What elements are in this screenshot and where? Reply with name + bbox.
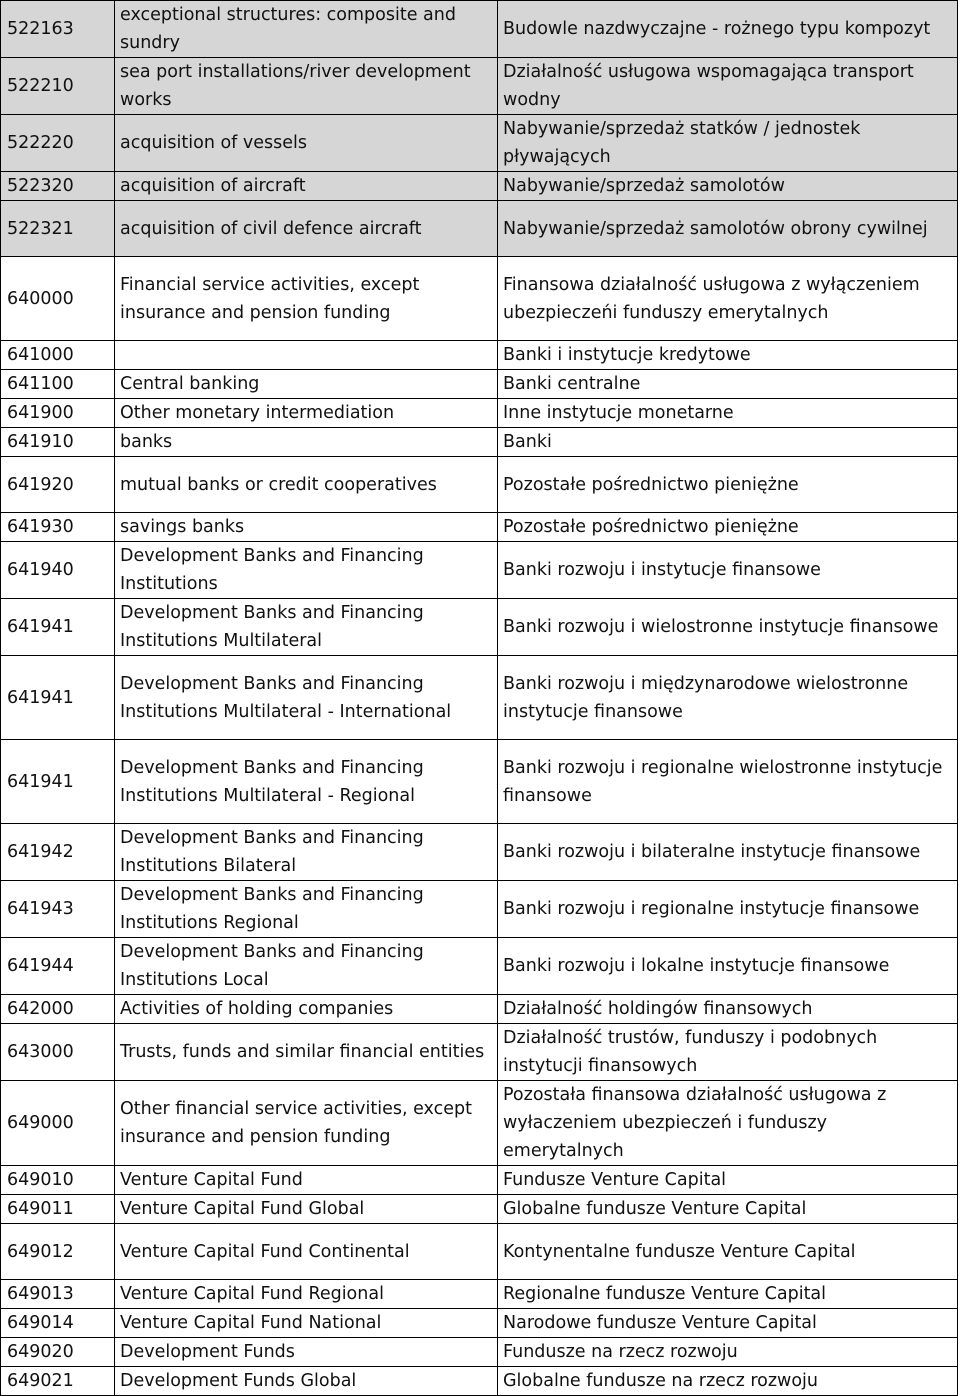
code-cell: 641941 [1,656,115,740]
english-description-cell: Development Banks and Financing Institutions Regional [115,881,498,938]
table-row [1,1367,958,1396]
table-row [1,1280,958,1309]
english-description-cell: Development Banks and Financing Institutions Multilateral [115,599,498,656]
code-cell: 649012 [1,1224,115,1280]
polish-description-cell: Pozostała finansowa działalność usługowa z wyłaczeniem ubezpieczeń i funduszy emerytalnych [498,1081,958,1166]
polish-description-cell: Kontynentalne fundusze Venture Capital [498,1224,958,1280]
english-description-cell: exceptional structures: composite and sundry [115,1,498,58]
table-row [1,457,958,513]
code-cell: 649014 [1,1309,115,1338]
english-description-cell: Venture Capital Fund National [115,1309,498,1338]
code-cell: 641930 [1,513,115,542]
code-cell: 641943 [1,881,115,938]
table-row [1,513,958,542]
polish-description-cell: Fundusze Venture Capital [498,1166,958,1195]
code-cell: 641942 [1,824,115,881]
polish-description-cell: Narodowe fundusze Venture Capital [498,1309,958,1338]
english-description-cell: Development Funds Global [115,1367,498,1396]
polish-description-cell: Fundusze na rzecz rozwoju [498,1338,958,1367]
table-row [1,599,958,656]
table-row [1,656,958,740]
polish-description-cell: Globalne fundusze Venture Capital [498,1195,958,1224]
code-cell: 649010 [1,1166,115,1195]
table-row [1,257,958,341]
code-cell: 642000 [1,995,115,1024]
code-cell: 641941 [1,599,115,656]
english-description-cell: Development Banks and Financing Institutions Local [115,938,498,995]
code-cell: 649020 [1,1338,115,1367]
english-description-cell: Venture Capital Fund [115,1166,498,1195]
english-description-cell: Activities of holding companies [115,995,498,1024]
polish-description-cell: Działalność holdingów finansowych [498,995,958,1024]
code-cell: 641910 [1,428,115,457]
english-description-cell: Venture Capital Fund Global [115,1195,498,1224]
english-description-cell: Venture Capital Fund Continental [115,1224,498,1280]
code-cell: 643000 [1,1024,115,1081]
english-description-cell [115,341,498,370]
table-row [1,740,958,824]
code-cell: 522163 [1,1,115,58]
polish-description-cell: Nabywanie/sprzedaż statków / jednostek pływających [498,115,958,172]
polish-description-cell: Budowle nazdwyczajne - rożnego typu kompozyt [498,1,958,58]
english-description-cell: Trusts, funds and similar financial entities [115,1024,498,1081]
table-row [1,1081,958,1166]
polish-description-cell: Banki rozwoju i instytucje finansowe [498,542,958,599]
english-description-cell: Development Funds [115,1338,498,1367]
code-cell: 640000 [1,257,115,341]
polish-description-cell: Działalność usługowa wspomagająca transport wodny [498,58,958,115]
english-description-cell: acquisition of vessels [115,115,498,172]
code-cell: 649021 [1,1367,115,1396]
table-row [1,938,958,995]
table-row [1,1309,958,1338]
code-cell: 522220 [1,115,115,172]
code-cell: 641944 [1,938,115,995]
code-cell: 522320 [1,172,115,201]
polish-description-cell: Działalność trustów, funduszy i podobnych instytucji finansowych [498,1024,958,1081]
polish-description-cell: Banki rozwoju i regionalne instytucje finansowe [498,881,958,938]
code-cell: 641100 [1,370,115,399]
table-row [1,824,958,881]
table-row [1,1166,958,1195]
polish-description-cell: Inne instytucje monetarne [498,399,958,428]
english-description-cell: banks [115,428,498,457]
code-cell: 641941 [1,740,115,824]
english-description-cell: Venture Capital Fund Regional [115,1280,498,1309]
english-description-cell: Development Banks and Financing Institutions [115,542,498,599]
polish-description-cell: Banki rozwoju i lokalne instytucje finansowe [498,938,958,995]
english-description-cell: sea port installations/river development works [115,58,498,115]
polish-description-cell: Banki rozwoju i międzynarodowe wielostronne instytucje finansowe [498,656,958,740]
code-cell: 649013 [1,1280,115,1309]
english-description-cell: Other monetary intermediation [115,399,498,428]
english-description-cell: acquisition of civil defence aircraft [115,201,498,257]
polish-description-cell: Banki rozwoju i bilateralne instytucje finansowe [498,824,958,881]
table-row [1,1224,958,1280]
polish-description-cell: Nabywanie/sprzedaż samolotów [498,172,958,201]
code-cell: 522210 [1,58,115,115]
table-row [1,542,958,599]
table-row [1,399,958,428]
polish-description-cell: Banki i instytucje kredytowe [498,341,958,370]
code-cell: 641000 [1,341,115,370]
polish-description-cell: Finansowa działalność usługowa z wyłączeniem ubezpieczeńi funduszy emerytalnych [498,257,958,341]
table-row [1,428,958,457]
table-row [1,1,958,58]
table-row [1,341,958,370]
polish-description-cell: Banki rozwoju i wielostronne instytucje finansowe [498,599,958,656]
polish-description-cell: Globalne fundusze na rzecz rozwoju [498,1367,958,1396]
code-cell: 522321 [1,201,115,257]
code-cell: 641920 [1,457,115,513]
polish-description-cell: Regionalne fundusze Venture Capital [498,1280,958,1309]
code-cell: 649011 [1,1195,115,1224]
table-row [1,995,958,1024]
code-cell: 641940 [1,542,115,599]
table-row [1,881,958,938]
table-row [1,58,958,115]
polish-description-cell: Pozostałe pośrednictwo pieniężne [498,513,958,542]
table-row [1,172,958,201]
english-description-cell: Development Banks and Financing Institutions Bilateral [115,824,498,881]
table-row [1,115,958,172]
polish-description-cell: Nabywanie/sprzedaż samolotów obrony cywilnej [498,201,958,257]
polish-description-cell: Banki [498,428,958,457]
english-description-cell: savings banks [115,513,498,542]
english-description-cell: Development Banks and Financing Institutions Multilateral - International [115,656,498,740]
table-row [1,1024,958,1081]
english-description-cell: Other financial service activities, except insurance and pension funding [115,1081,498,1166]
code-cell: 641900 [1,399,115,428]
english-description-cell: acquisition of aircraft [115,172,498,201]
table-row [1,1338,958,1367]
table-row [1,201,958,257]
english-description-cell: Development Banks and Financing Institutions Multilateral - Regional [115,740,498,824]
polish-description-cell: Banki rozwoju i regionalne wielostronne instytucje finansowe [498,740,958,824]
polish-description-cell: Pozostałe pośrednictwo pieniężne [498,457,958,513]
english-description-cell: Central banking [115,370,498,399]
table-row [1,1195,958,1224]
english-description-cell: mutual banks or credit cooperatives [115,457,498,513]
table-row [1,370,958,399]
english-description-cell: Financial service activities, except insurance and pension funding [115,257,498,341]
code-cell: 649000 [1,1081,115,1166]
polish-description-cell: Banki centralne [498,370,958,399]
